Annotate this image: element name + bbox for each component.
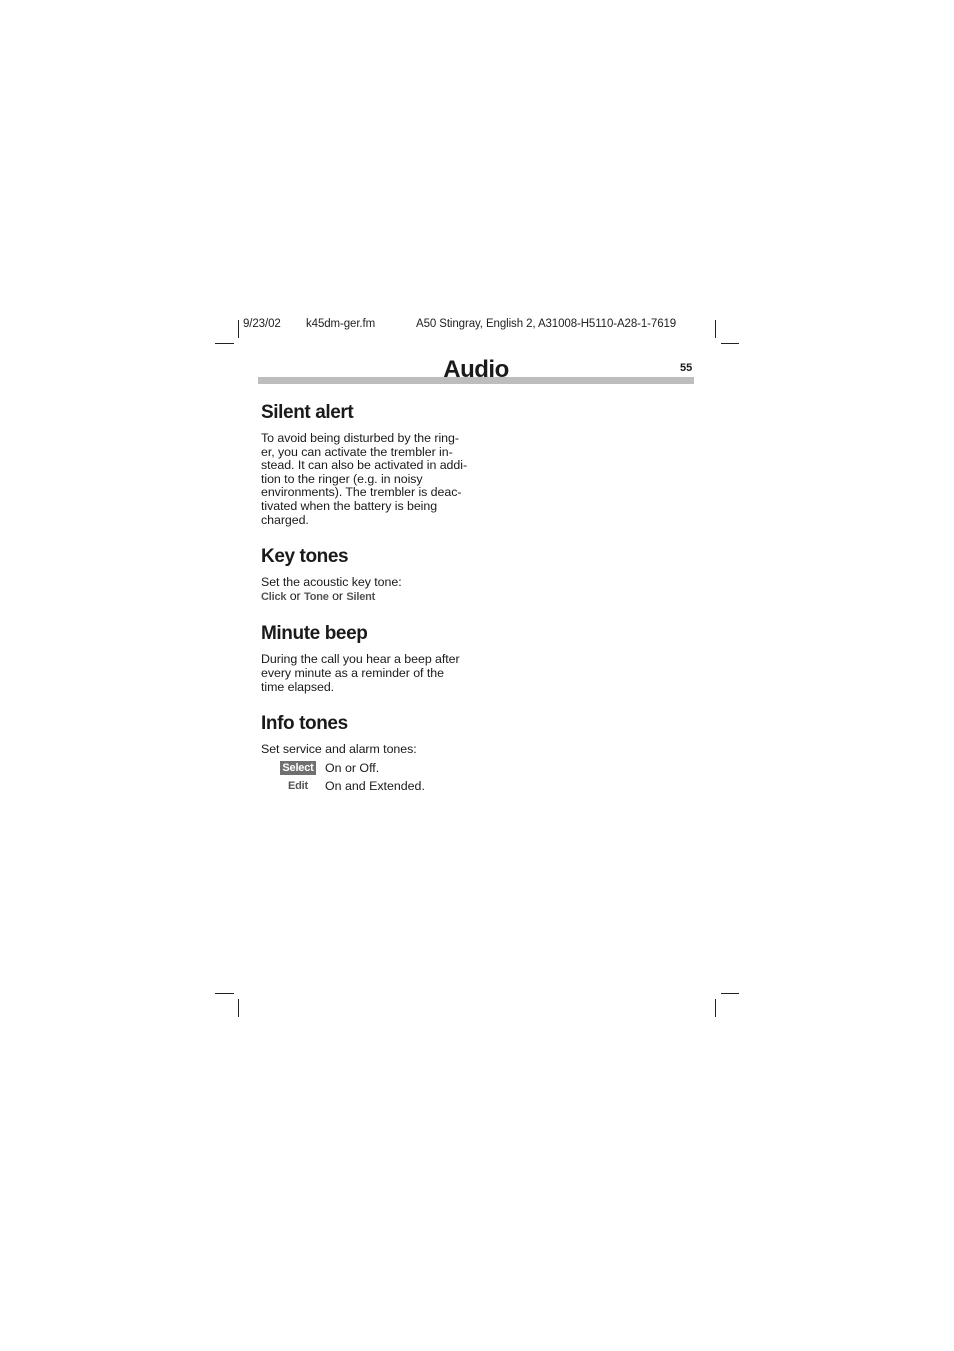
print-date: 9/23/02: [243, 318, 281, 330]
option-row-select: [261, 760, 476, 778]
crop-mark-bottom-left-h: [215, 993, 234, 994]
main-content: [261, 400, 476, 813]
crop-mark-top-left: [238, 320, 239, 338]
crop-mark-top-left-h: [215, 343, 234, 344]
option-text-select: On or Off.: [325, 760, 380, 775]
crop-mark-bottom-right: [715, 999, 716, 1017]
chapter-title: Audio: [443, 356, 509, 383]
softkey-edit: Edit: [288, 779, 308, 792]
section-minute-beep: [261, 621, 476, 694]
crop-mark-bottom-left: [238, 999, 239, 1017]
print-product: A50 Stingray, English 2, A31008-H5110-A28-1-7619: [416, 318, 677, 330]
section-key-tones: [261, 544, 476, 604]
section-silent-alert: [261, 400, 476, 527]
option-click: Click: [261, 590, 287, 603]
crop-mark-top-right: [715, 320, 716, 338]
paragraph-info-tones: Set service and alarm tones:: [261, 742, 417, 757]
option-silent: Silent: [346, 590, 376, 603]
option-row-edit: [261, 778, 476, 796]
heading-silent-alert: Silent alert: [261, 402, 354, 423]
print-file: k45dm-ger.fm: [306, 318, 376, 330]
crop-mark-top-right-h: [721, 343, 739, 344]
option-tone: Tone: [304, 590, 329, 603]
paragraph-silent-alert: To avoid being disturbed by the ring- er, you can activate the trembler in- stead. It can also be activated in addi- tion to the ringer (e.g. in noisy environments). The trembler is deac- tivated when the battery is being charged.: [261, 431, 468, 527]
heading-minute-beep: Minute beep: [261, 623, 368, 645]
softkey-select: Select: [280, 761, 316, 775]
option-text-edit: On and Extended.: [325, 778, 425, 793]
heading-info-tones: Info tones: [261, 713, 348, 735]
heading-key-tones: Key tones: [261, 546, 349, 568]
page-number: 55: [680, 362, 693, 374]
paragraph-minute-beep: During the call you hear a beep after every minute as a reminder of the time elapsed.: [261, 652, 460, 694]
crop-mark-bottom-right-h: [721, 993, 739, 994]
section-info-tones: [261, 711, 476, 796]
paragraph-key-tones: Set the acoustic key tone: Click or Tone or Silent: [261, 575, 402, 603]
